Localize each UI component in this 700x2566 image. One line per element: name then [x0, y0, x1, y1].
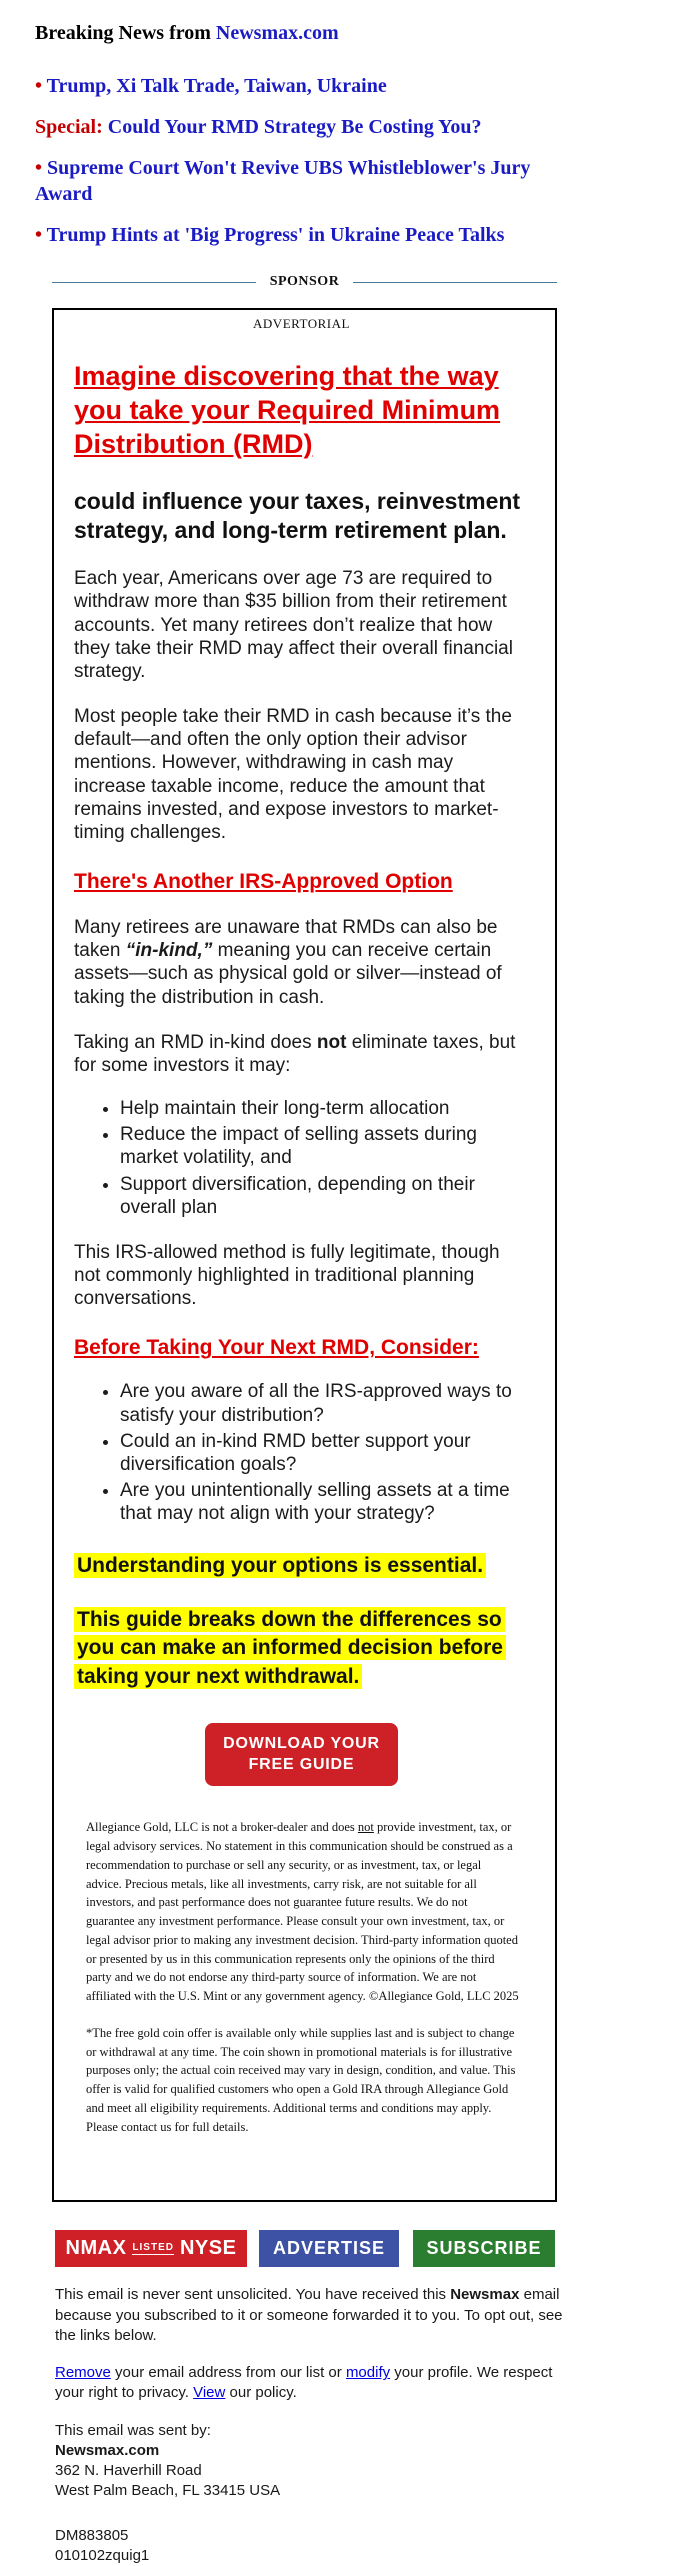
advertorial-paragraph	[74, 916, 529, 1009]
news-special-label: Special:	[35, 116, 108, 138]
list-item: • Reduce the impact of selling assets during market volatility, and	[120, 1123, 529, 1169]
address-line: West Palm Beach, FL 33415 USA	[55, 2482, 281, 2500]
news-item	[35, 222, 590, 248]
paragraph-text: Taking an RMD in-kind does	[74, 1031, 317, 1053]
paragraph-text: Many retirees are unaware that RMDs can also be taken	[74, 917, 498, 962]
news-headline-link[interactable]: Supreme Court Won't Revive UBS Whistleblower's Jury Award	[35, 157, 531, 205]
advertorial-headline-link[interactable]: Imagine discovering that the way you take your Required Minimum Distribution (RMD)	[74, 361, 501, 459]
sponsor-label: SPONSOR	[269, 274, 340, 289]
news-bullet: •	[35, 157, 48, 179]
news-headline-link[interactable]: Trump, Xi Talk Trade, Taiwan, Ukraine	[46, 75, 387, 97]
news-list	[35, 73, 590, 248]
not-emphasis: not	[316, 1031, 347, 1053]
paragraph-text: meaning you can receive certain assets—such as physical gold or silver—instead of taking the distribution in cash.	[74, 940, 502, 1008]
footer-text: your profile. We respect your right to privacy.	[55, 2364, 553, 2402]
newsmax-brand-link[interactable]: Newsmax.com	[215, 22, 339, 44]
benefits-list	[74, 1097, 529, 1219]
consider-list	[74, 1380, 529, 1525]
subscribe-button[interactable]: SUBSCRIBE	[413, 2230, 555, 2267]
highlight-text: Understanding your options is essential.	[74, 1553, 486, 1578]
list-item: • Help maintain their long-term allocation	[120, 1097, 529, 1120]
consider-heading-link[interactable]: Before Taking Your Next RMD, Consider:	[74, 1336, 479, 1360]
list-item: • Could an in-kind RMD better support your diversification goals?	[120, 1430, 529, 1476]
disclaimer-text: provide investment, tax, or legal advisory services. No statement in this communication should be construed as a recommendation to purchase or sell any security, or as investment, tax, or legal advice. Precious metals, like all investments, carry risk, are not suitable for all investors, and past performance does not guarantee future results. We do not guarantee any investment performance. Please consult your own investment, tax, or legal advisor prior to making any investment decision. Third-party information quoted or presented by us in this communication represents only the opinions of the third party and we do not endorse any third-party source of information. We are not affiliated with the U.S. Mint or any government agency. ©Allegiance Gold, LLC 2025	[86, 1820, 519, 2004]
remove-link[interactable]: Remove	[55, 2364, 111, 2382]
advertorial-label: ADVERTORIAL	[253, 316, 350, 331]
unsolicited-notice	[55, 2285, 580, 2346]
nmax-nyse-listed-button[interactable]	[55, 2230, 247, 2267]
list-item: • Are you aware of all the IRS-approved ways to satisfy your distribution?	[120, 1380, 529, 1426]
footer-text: This email is never sent unsolicited. You have received this	[55, 2286, 451, 2304]
news-item	[35, 73, 590, 99]
paragraph-text: eliminate taxes, but for some investors it may:	[74, 1031, 516, 1076]
sent-by-label: This email was sent by:	[55, 2421, 211, 2439]
advertorial-paragraph	[74, 1031, 529, 1077]
highlight-text: This guide breaks down the differences so you can make an informed decision before taking your next withdrawal.	[74, 1607, 506, 1689]
mailing-codes	[55, 2526, 580, 2566]
news-headline-link[interactable]: Trump Hints at 'Big Progress' in Ukraine Peace Talks	[46, 224, 505, 246]
opt-out-links	[55, 2363, 580, 2404]
divider-line	[353, 282, 557, 283]
list-item: • Support diversification, depending on their overall plan	[120, 1173, 529, 1219]
news-headline-link[interactable]: Could Your RMD Strategy Be Costing You?	[107, 116, 482, 138]
news-item	[35, 114, 590, 140]
sender-address	[55, 2421, 580, 2502]
masthead	[35, 22, 700, 45]
view-policy-link[interactable]: View	[193, 2384, 226, 2402]
list-item: • Are you unintentionally selling assets at a time that may not align with your strategy?	[120, 1479, 529, 1525]
sender-name: Newsmax.com	[55, 2441, 160, 2459]
address-line: 362 N. Haverhill Road	[55, 2462, 202, 2480]
modify-link[interactable]: modify	[345, 2364, 391, 2382]
advertorial-paragraph: Each year, Americans over age 73 are required to withdraw more than $35 billion from their retirement accounts. Yet many retirees don’t realize that how they take their RMD may affect their overall financial strategy.	[74, 568, 513, 682]
disclaimer-text: Allegiance Gold, LLC is not a broker-dealer and does	[86, 1820, 358, 1835]
mailing-code: 010102zquig1	[55, 2546, 150, 2564]
divider-line	[52, 282, 256, 283]
advertorial-subheadline: could influence your taxes, reinvestment strategy, and long-term retirement plan.	[74, 488, 521, 544]
footer-buttons	[55, 2230, 700, 2267]
cta-line: DOWNLOAD YOUR	[223, 1734, 380, 1752]
footer-text: our policy.	[225, 2384, 297, 2402]
cta-container	[74, 1723, 529, 1787]
advertorial-paragraph: Most people take their RMD in cash because it’s the default—and often the only option their advisor mentions. However, withdrawing in cash may increase taxable income, reduce the amount that remains invested, and expose investors to market-timing challenges.	[74, 706, 512, 843]
masthead-title: Breaking News from	[35, 22, 216, 44]
legal-disclaimer	[86, 1818, 519, 2006]
cta-line: FREE GUIDE	[248, 1755, 355, 1773]
nmax-exchange: NYSE	[179, 2237, 237, 2260]
irs-approved-option-heading-link[interactable]: There's Another IRS-Approved Option	[74, 870, 453, 894]
highlighted-statement	[74, 1552, 529, 1580]
nmax-ticker: NMAX	[65, 2237, 127, 2260]
not-underlined: not	[357, 1820, 374, 1835]
highlighted-statement	[74, 1606, 529, 1691]
mailing-code: DM883805	[55, 2526, 129, 2544]
sponsor-divider	[52, 274, 557, 290]
news-item	[35, 155, 590, 207]
footer-text: email because you subscribed to it or someone forwarded it to you. To opt out, see the links below.	[55, 2286, 563, 2344]
advertorial-box	[52, 308, 557, 2202]
news-bullet: •	[35, 75, 47, 97]
in-kind-emphasis: “in-kind,”	[125, 940, 213, 962]
newsmax-bold: Newsmax	[450, 2286, 520, 2304]
news-bullet: •	[35, 224, 47, 246]
offer-disclaimer: *The free gold coin offer is available only while supplies last and is subject to change or withdrawal at any time. The coin shown in promotional materials is for illustrative purposes only; the actual coin received may vary in design, condition, and value. This offer is valid for qualified customers who open a Gold IRA through Allegiance Gold and meet all eligibility requirements. Additional terms and conditions may apply. Please contact us for full details.	[86, 2025, 516, 2134]
footer-text: your email address from our list or	[110, 2364, 346, 2382]
download-free-guide-button[interactable]	[205, 1723, 398, 1787]
advertorial-paragraph: This IRS-allowed method is fully legitimate, though not commonly highlighted in traditional planning conversations.	[74, 1241, 500, 1310]
footer	[55, 2285, 580, 2566]
advertise-button[interactable]: ADVERTISE	[259, 2230, 399, 2267]
nmax-listed-label: LISTED	[132, 2242, 174, 2254]
